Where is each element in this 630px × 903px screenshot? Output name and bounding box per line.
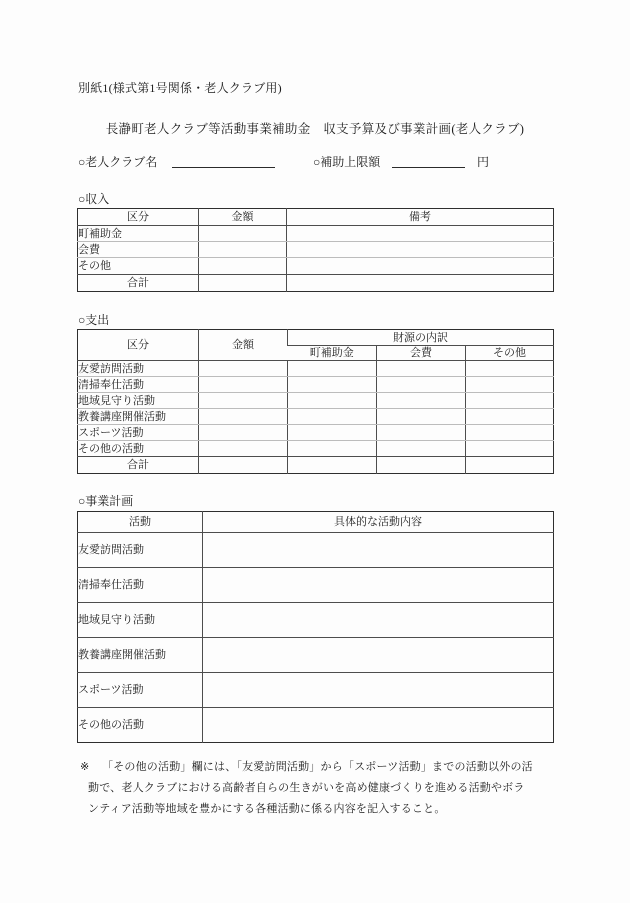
subsidy-limit-blank	[392, 153, 465, 168]
income-header-note: 備考	[287, 209, 554, 226]
blank-cell	[377, 409, 466, 425]
row-label: その他の活動	[78, 719, 144, 731]
blank-cell	[377, 361, 466, 377]
row-label: 地域見守り活動	[78, 603, 203, 638]
form-tag: 別紙1(様式第1号関係・老人クラブ用)	[78, 81, 282, 95]
blank-detail-cell	[203, 708, 554, 743]
income-table	[77, 208, 554, 292]
row-label: 友愛訪問活動	[78, 533, 203, 568]
section-plan-label: ○事業計画	[78, 494, 134, 508]
blank-cell	[199, 393, 288, 409]
blank-cell	[199, 457, 288, 474]
plan-header-row	[78, 512, 554, 533]
row-label: 教養講座開催活動	[78, 638, 203, 673]
table-row	[78, 603, 554, 638]
row-label: 町補助金	[78, 226, 199, 242]
table-row	[78, 377, 554, 393]
blank-cell	[288, 409, 377, 425]
table-row	[78, 393, 554, 409]
blank-cell	[199, 441, 288, 457]
blank-cell	[377, 457, 466, 474]
blank-cell	[377, 377, 466, 393]
blank-cell	[199, 377, 288, 393]
row-label: その他	[78, 258, 199, 275]
section-expense-label: ○支出	[78, 313, 110, 327]
expense-header-fee: 会費	[377, 346, 466, 361]
subsidy-limit-label: ○補助上限額	[313, 155, 381, 169]
blank-detail-cell	[203, 638, 554, 673]
table-row	[78, 568, 554, 603]
income-total-row	[78, 275, 554, 292]
table-row	[78, 242, 554, 258]
table-row	[78, 638, 554, 673]
table-row	[78, 226, 554, 242]
blank-amount-cell	[199, 242, 287, 258]
income-header-amount: 金額	[199, 209, 287, 226]
blank-cell	[199, 361, 288, 377]
blank-cell	[466, 441, 554, 457]
blank-cell	[377, 425, 466, 441]
blank-cell	[288, 457, 377, 474]
blank-cell	[377, 441, 466, 457]
row-label: 清掃奉仕活動	[78, 568, 203, 603]
row-label: 教養講座開催活動	[78, 409, 199, 425]
table-row	[78, 361, 554, 377]
blank-cell	[288, 425, 377, 441]
row-label: スポーツ活動	[78, 673, 203, 708]
blank-cell	[377, 393, 466, 409]
expense-header-amount: 金額	[199, 330, 288, 361]
footnote-text: 「その他の活動」欄には、「友愛訪問活動」から「スポーツ活動」までの活動以外の活	[102, 761, 533, 773]
expense-header-other: その他	[466, 346, 554, 361]
blank-detail-cell	[203, 533, 554, 568]
blank-cell	[288, 441, 377, 457]
club-name-blank	[172, 153, 275, 168]
blank-note-cell	[287, 226, 554, 242]
blank-amount-cell	[199, 258, 287, 275]
blank-cell	[466, 393, 554, 409]
blank-cell	[466, 425, 554, 441]
footnote	[80, 757, 568, 820]
blank-cell	[288, 361, 377, 377]
blank-detail-cell	[203, 603, 554, 638]
blank-note-cell	[287, 258, 554, 275]
table-row	[78, 441, 554, 457]
table-row	[78, 409, 554, 425]
plan-header-activity: 活動	[78, 512, 203, 533]
expense-header-subsidy: 町補助金	[288, 346, 377, 361]
table-row	[78, 673, 554, 708]
table-row	[78, 258, 554, 275]
blank-cell	[199, 409, 288, 425]
expense-table	[77, 329, 554, 474]
expense-total-row	[78, 457, 554, 474]
row-label: スポーツ活動	[78, 425, 199, 441]
expense-header-source-group: 財源の内訳	[288, 330, 554, 346]
blank-amount-cell	[199, 226, 287, 242]
row-label: その他の活動	[78, 441, 199, 457]
blank-detail-cell	[203, 673, 554, 708]
row-label: 会費	[78, 242, 199, 258]
table-row	[78, 533, 554, 568]
footnote-line	[80, 757, 568, 778]
blank-cell	[466, 409, 554, 425]
blank-cell	[288, 393, 377, 409]
blank-cell	[288, 377, 377, 393]
blank-cell	[199, 425, 288, 441]
subsidy-unit-label: 円	[477, 155, 490, 169]
expense-header-row-1	[78, 330, 554, 346]
income-header-row	[78, 209, 554, 226]
blank-note-cell	[287, 275, 554, 292]
plan-header-detail: 具体的な活動内容	[203, 512, 554, 533]
table-row	[78, 425, 554, 441]
row-label: 地域見守り活動	[78, 393, 199, 409]
page-title: 長瀞町老人クラブ等活動事業補助金 収支予算及び事業計画(老人クラブ)	[105, 122, 525, 136]
blank-detail-cell	[203, 568, 554, 603]
expense-header-category: 区分	[78, 330, 199, 361]
blank-note-cell	[287, 242, 554, 258]
plan-table	[77, 511, 554, 743]
blank-cell	[466, 457, 554, 474]
section-income-label: ○収入	[78, 192, 110, 206]
row-label: 友愛訪問活動	[78, 361, 199, 377]
club-name-label: ○老人クラブ名	[78, 155, 158, 169]
blank-cell	[466, 377, 554, 393]
footnote-marker: ※	[80, 761, 90, 773]
table-row	[78, 708, 554, 743]
total-label: 合計	[127, 459, 149, 471]
blank-cell	[466, 361, 554, 377]
row-label: 清掃奉仕活動	[78, 377, 199, 393]
income-header-category: 区分	[78, 209, 199, 226]
footnote-line: ンティア活動等地域を豊かにする各種活動に係る内容を記入すること。	[88, 803, 446, 815]
blank-amount-cell	[199, 275, 287, 292]
total-label: 合計	[127, 277, 149, 289]
footnote-line: 動で、老人クラブにおける高齢者自らの生きがいを高め健康づくりを進める活動やボラ	[88, 782, 525, 794]
